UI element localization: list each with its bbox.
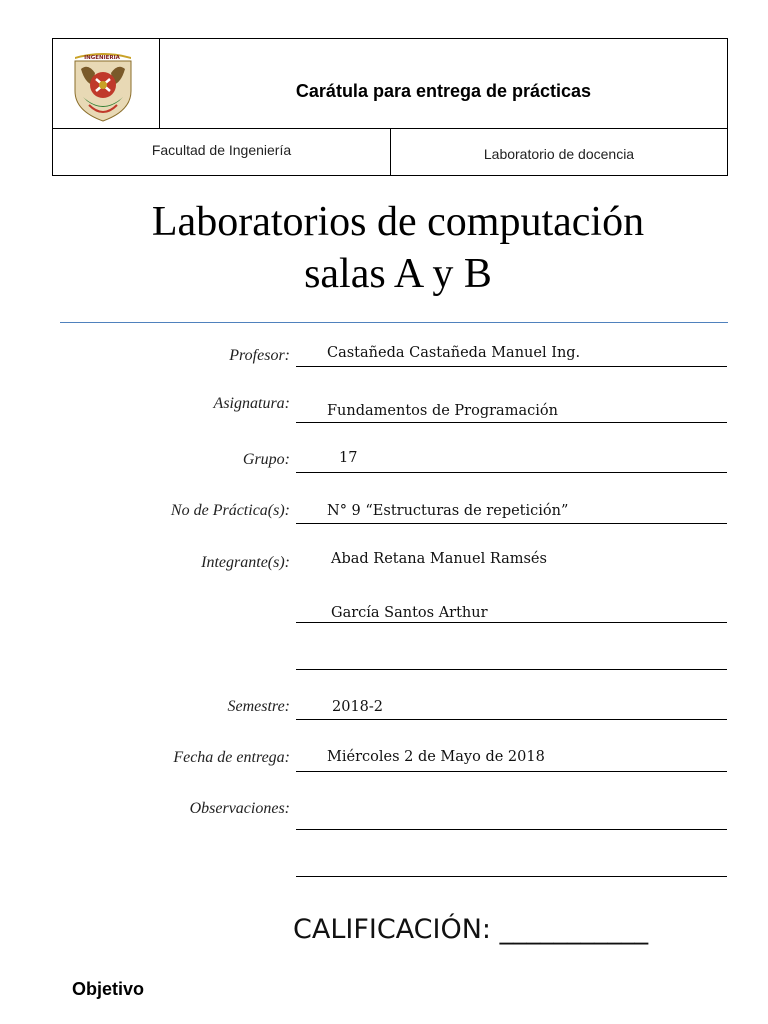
integrante-1-value: Abad Retana Manuel Ramsés (331, 551, 547, 567)
profesor-label: Profesor: (229, 347, 290, 364)
objetivo-heading: Objetivo (72, 979, 145, 999)
grupo-line (296, 472, 727, 473)
logo-text: INGENIERIA (84, 55, 120, 61)
fecha-line (296, 771, 727, 772)
header-row-2 (53, 128, 727, 175)
fecha-value: Miércoles 2 de Mayo de 2018 (327, 749, 545, 765)
document-type-title: Carátula para entrega de prácticas (295, 81, 592, 101)
semestre-line (296, 719, 727, 720)
header-table (52, 38, 728, 176)
asignatura-label: Asignatura: (213, 395, 290, 412)
main-title (0, 196, 768, 300)
asignatura-line (296, 422, 727, 423)
practica-label: No de Práctica(s): (170, 502, 290, 519)
grupo-label: Grupo: (242, 451, 290, 468)
profesor-line (296, 366, 727, 367)
observaciones-line-1 (296, 829, 727, 830)
fecha-label: Fecha de entrega: (173, 749, 290, 766)
faculty-label: Facultad de Ingeniería (53, 129, 391, 175)
university-shield-icon (53, 39, 160, 128)
observaciones-label: Observaciones: (189, 800, 290, 817)
main-title-line2: salas A y B (304, 251, 492, 297)
semestre-label: Semestre: (227, 698, 290, 715)
practica-line (296, 523, 727, 524)
integrante-2-line (296, 622, 727, 623)
grupo-value: 17 (339, 450, 358, 466)
integrantes-label: Integrante(s): (201, 554, 290, 571)
logo-cell (53, 39, 160, 128)
lab-label: Laboratorio de docencia (483, 146, 635, 162)
semestre-value: 2018-2 (332, 699, 384, 715)
integrante-2-value: García Santos Arthur (331, 605, 488, 621)
integrante-3-line (296, 669, 727, 670)
calificacion-label: CALIFICACIÓN: ___________ (293, 914, 649, 945)
asignatura-value: Fundamentos de Programación (327, 403, 558, 419)
observaciones-line-2 (296, 876, 727, 877)
profesor-value: Castañeda Castañeda Manuel Ing. (327, 345, 581, 361)
divider-rule (60, 322, 728, 323)
main-title-line1: Laboratorios de computación (151, 199, 645, 245)
practica-value: N° 9 “Estructuras de repetición” (327, 503, 569, 519)
